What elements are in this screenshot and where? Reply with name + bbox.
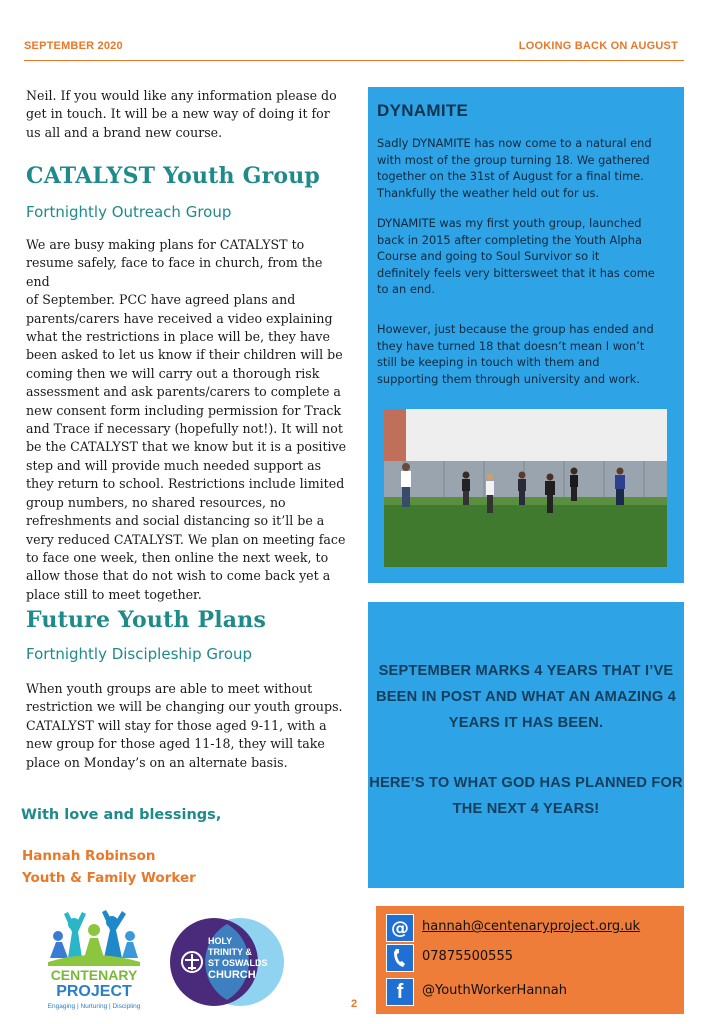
facebook-icon: f <box>386 978 414 1006</box>
milestone-panel <box>368 602 684 888</box>
at-sign-icon: @ <box>386 914 414 942</box>
milestone-statement: SEPTEMBER MARKS 4 YEARS THAT I’VE BEEN IN POST AND WHAT AN AMAZING 4 YEARS IT HAS BEEN. <box>375 663 677 731</box>
logo-text-project: PROJECT <box>56 983 132 1000</box>
dynamite-panel <box>368 87 684 583</box>
milestone-blessing: HERE’S TO WHAT GOD HAS PLANNED FOR THE NEXT 4 YEARS! <box>369 775 683 817</box>
signature-name: Hannah Robinson <box>22 848 156 864</box>
dynamite-heading: DYNAMITE <box>377 101 469 120</box>
intro-paragraph: Neil. If you would like any information please do get in touch. It will be a new way of doing it for us all and a brand new course. <box>26 88 337 140</box>
signature-role: Youth & Family Worker <box>22 870 196 886</box>
church-logo-line3: ST OSWALDS <box>208 958 268 968</box>
email-link[interactable]: hannah@centenaryproject.org.uk <box>422 919 641 934</box>
future-paragraph: When youth groups are able to meet without restriction we will be changing our youth groups. CATALYST will stay for those aged 9-11, with a new group for those aged 11-18, they will take place on Monday’s on an alternate basis. <box>26 681 343 770</box>
phone-number[interactable]: 07875500555 <box>422 949 513 964</box>
header-divider <box>24 60 684 61</box>
phone-icon <box>386 944 414 972</box>
facebook-handle[interactable]: @YouthWorkerHannah <box>422 983 567 998</box>
dynamite-paragraph-3: However, just because the group has ended and they have turned 18 that doesn’t mean I won’t still be keeping in touch with them and supporting them through university and work. <box>377 322 654 386</box>
future-subheading: Fortnightly Discipleship Group <box>26 645 253 663</box>
dynamite-paragraph-1: Sadly DYNAMITE has now come to a natural end with most of the group turning 18. We gathered together on the 31st of August for a final time. Thankfully the weather held out for us. <box>377 136 652 200</box>
logo-text-centenary: CENTENARY <box>50 967 138 983</box>
signature <box>22 845 196 889</box>
church-logo-line2: TRINITY & <box>208 947 252 957</box>
contact-panel <box>376 906 684 1014</box>
logo-tagline: Engaging | Nurturing | Discipling <box>47 1003 141 1010</box>
page-number: 2 <box>351 998 358 1010</box>
catalyst-subheading: Fortnightly Outreach Group <box>26 203 232 221</box>
header-section: LOOKING BACK ON AUGUST <box>518 40 678 52</box>
church-logo-line1: HOLY <box>208 936 233 946</box>
figures-graphic <box>48 910 140 966</box>
group-photo <box>384 409 667 567</box>
future-heading: Future Youth Plans <box>26 607 267 633</box>
catalyst-heading: CATALYST Youth Group <box>26 163 321 189</box>
header-date: SEPTEMBER 2020 <box>24 40 123 52</box>
church-logo <box>168 910 288 1010</box>
centenary-project-logo <box>44 908 144 1014</box>
dynamite-paragraph-2: DYNAMITE was my first youth group, launched back in 2015 after completing the Youth Alpha Course and going to Soul Survivor so it definitely feels very bittersweet that it has come to an end. <box>377 216 655 297</box>
church-logo-line4: CHURCH <box>208 969 256 981</box>
catalyst-paragraph: We are busy making plans for CATALYST to resume safely, face to face in church, from the end of September. PCC have agreed plans and parents/carers have received a video explaining what the restrictions in place will be, they have been asked to let us know if their children will be coming then we will carry out a thorough risk assessment and ask parents/carers to complete a new consent form including permission for Track and Trace if necessary (hopefully not!). It will not be the CATALYST that we know but it is a positive step and will provide much needed support as they return to school. Restrictions include limited group numbers, no shared resources, no refreshments and social distancing so it’ll be a very reduced CATALYST. We plan on meeting face to face one week, then online the next week, to allow those that do not wish to come back yet a place still to meet together. <box>26 237 347 602</box>
closing-line: With love and blessings, <box>21 807 222 823</box>
